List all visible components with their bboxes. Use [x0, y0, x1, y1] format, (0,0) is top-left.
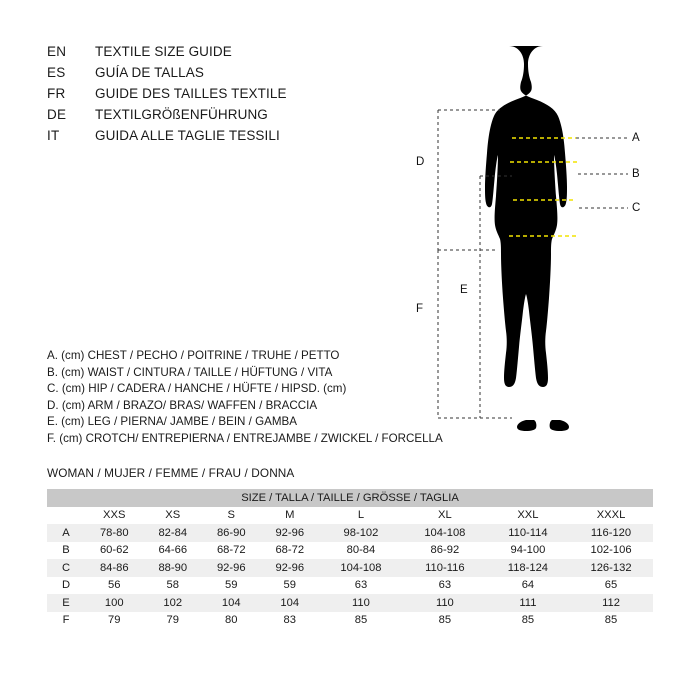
- column-header-s: S: [202, 507, 261, 525]
- cell-a-xxs: 78-80: [85, 524, 144, 542]
- cell-f-m: 83: [261, 612, 320, 630]
- table-row: [47, 542, 653, 560]
- cell-f-xxxl: 85: [569, 612, 653, 630]
- cell-a-s: 86-90: [202, 524, 261, 542]
- cell-b-m: 68-72: [261, 542, 320, 560]
- measurement-legend: [47, 348, 443, 448]
- cell-e-xxxl: 112: [569, 594, 653, 612]
- cell-c-xxs: 84-86: [85, 559, 144, 577]
- language-code: EN: [47, 44, 67, 59]
- bracket-crotch-f: [438, 250, 512, 418]
- column-header-blank: [47, 507, 85, 525]
- silhouette-shape: [485, 46, 569, 431]
- cell-c-l: 104-108: [319, 559, 403, 577]
- cell-e-m: 104: [261, 594, 320, 612]
- size-table-wrapper: [47, 489, 653, 629]
- legend-line-a: A. (cm) CHEST / PECHO / POITRINE / TRUHE / PETTO: [47, 349, 340, 362]
- language-title: GUIDE DES TAILLES TEXTILE: [95, 86, 287, 101]
- row-label-a: A: [47, 524, 85, 542]
- language-code: ES: [47, 65, 66, 80]
- table-column-row: [47, 507, 653, 525]
- language-code: DE: [47, 107, 67, 122]
- cell-d-xl: 63: [403, 577, 487, 595]
- legend-line-e: E. (cm) LEG / PIERNA/ JAMBE / BEIN / GAMBA: [47, 415, 297, 429]
- category-label: WOMAN / MUJER / FEMME / FRAU / DONNA: [47, 466, 295, 480]
- column-header-xxs: XXS: [85, 507, 144, 525]
- label-a: A: [632, 132, 640, 144]
- legend-line-b: B. (cm) WAIST / CINTURA / TAILLE / HÜFTUNG / VITA: [47, 365, 333, 379]
- language-row: [47, 128, 287, 149]
- cell-e-s: 104: [202, 594, 261, 612]
- language-row: [47, 86, 287, 107]
- table-row: [47, 559, 653, 577]
- label-d: D: [416, 156, 425, 168]
- cell-c-xxxl: 126-132: [569, 559, 653, 577]
- cell-e-xs: 102: [144, 594, 203, 612]
- column-header-m: M: [261, 507, 320, 525]
- cell-d-xxl: 64: [487, 577, 569, 595]
- language-row: [47, 44, 287, 65]
- legend-line-c: C. (cm) HIP / CADERA / HANCHE / HÜFTE / HIPSD. (cm): [47, 382, 347, 396]
- label-b: B: [632, 168, 640, 180]
- cell-d-m: 59: [261, 577, 320, 595]
- table-header-cell: SIZE / TALLA / TAILLE / GRÖSSE / TAGLIA: [47, 489, 653, 507]
- cell-a-xs: 82-84: [144, 524, 203, 542]
- cell-c-m: 92-96: [261, 559, 320, 577]
- table-header-row: [47, 489, 653, 507]
- cell-c-s: 92-96: [202, 559, 261, 577]
- label-c: C: [632, 202, 641, 214]
- column-header-xxxl: XXXL: [569, 507, 653, 525]
- row-label-d: D: [47, 577, 85, 595]
- row-label-f: F: [47, 612, 85, 630]
- label-f: F: [416, 303, 424, 315]
- cell-a-xl: 104-108: [403, 524, 487, 542]
- cell-d-xxs: 56: [85, 577, 144, 595]
- language-title: GUIDA ALLE TAGLIE TESSILI: [95, 128, 280, 143]
- table-row: [47, 577, 653, 595]
- column-header-xs: XS: [144, 507, 203, 525]
- cell-d-xs: 58: [144, 577, 203, 595]
- cell-b-s: 68-72: [202, 542, 261, 560]
- cell-e-l: 110: [319, 594, 403, 612]
- cell-e-xl: 110: [403, 594, 487, 612]
- cell-d-xxxl: 65: [569, 577, 653, 595]
- cell-e-xxl: 111: [487, 594, 569, 612]
- row-label-e: E: [47, 594, 85, 612]
- language-row: [47, 65, 287, 86]
- cell-b-xl: 86-92: [403, 542, 487, 560]
- column-header-xxl: XXL: [487, 507, 569, 525]
- cell-d-l: 63: [319, 577, 403, 595]
- legend-line-f: F. (cm) CROTCH/ ENTREPIERNA / ENTREJAMBE / ZWICKEL / FORCELLA: [47, 431, 443, 445]
- cell-b-l: 80-84: [319, 542, 403, 560]
- cell-c-xxl: 118-124: [487, 559, 569, 577]
- cell-b-xxs: 60-62: [85, 542, 144, 560]
- language-title: TEXTILE SIZE GUIDE: [95, 44, 232, 59]
- cell-f-xxl: 85: [487, 612, 569, 630]
- cell-a-xxxl: 116-120: [569, 524, 653, 542]
- cell-f-xs: 79: [144, 612, 203, 630]
- language-title: GUÍA DE TALLAS: [95, 65, 204, 80]
- cell-b-xs: 64-66: [144, 542, 203, 560]
- cell-f-l: 85: [319, 612, 403, 630]
- row-label-c: C: [47, 559, 85, 577]
- legend-line-d: D. (cm) ARM / BRAZO/ BRAS/ WAFFEN / BRACCIA: [47, 398, 318, 412]
- cell-f-s: 80: [202, 612, 261, 630]
- table-row: [47, 594, 653, 612]
- cell-d-s: 59: [202, 577, 261, 595]
- cell-b-xxxl: 102-106: [569, 542, 653, 560]
- language-title: TEXTILGRÖßENFÜHRUNG: [95, 107, 268, 122]
- label-e: E: [460, 284, 468, 296]
- cell-a-xxl: 110-114: [487, 524, 569, 542]
- cell-f-xl: 85: [403, 612, 487, 630]
- column-header-l: L: [319, 507, 403, 525]
- cell-a-m: 92-96: [261, 524, 320, 542]
- callout-lines: [576, 138, 628, 208]
- row-label-b: B: [47, 542, 85, 560]
- table-row: [47, 524, 653, 542]
- cell-c-xl: 110-116: [403, 559, 487, 577]
- table-row: [47, 612, 653, 630]
- cell-b-xxl: 94-100: [487, 542, 569, 560]
- language-code: FR: [47, 86, 66, 101]
- language-title-list: [47, 44, 287, 149]
- cell-c-xs: 88-90: [144, 559, 203, 577]
- cell-e-xxs: 100: [85, 594, 144, 612]
- column-header-xl: XL: [403, 507, 487, 525]
- language-code: IT: [47, 128, 60, 143]
- language-row: [47, 107, 287, 128]
- size-table: [47, 489, 653, 629]
- cell-f-xxs: 79: [85, 612, 144, 630]
- cell-a-l: 98-102: [319, 524, 403, 542]
